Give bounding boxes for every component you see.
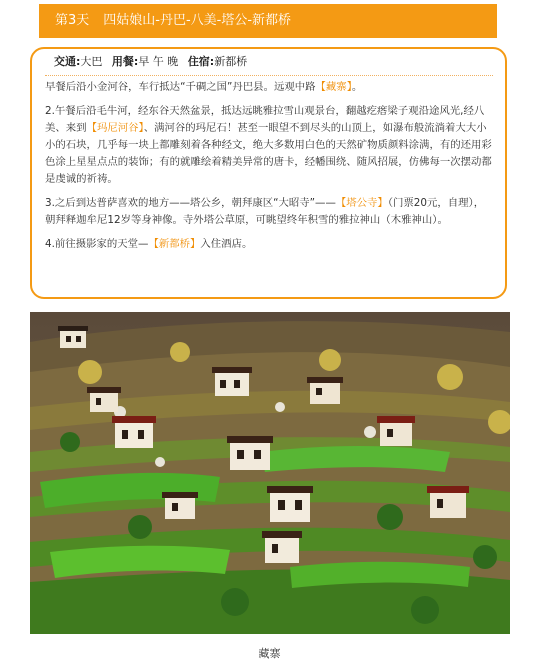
day-header	[39, 4, 497, 38]
paragraph-4	[45, 236, 493, 253]
paragraph-1	[45, 79, 493, 96]
transport-value: 大巴	[80, 55, 103, 68]
itinerary-box	[30, 47, 507, 299]
day-label: 第3天	[55, 13, 90, 28]
paragraph-2	[45, 103, 493, 188]
p2-highlight: 【玛尼河谷】	[86, 122, 144, 134]
lodging-label: 住宿:	[187, 55, 215, 68]
p1-text-b: 。	[351, 81, 363, 93]
p3-highlight: 【塔公寺】	[335, 197, 388, 209]
p1-text-a: 早餐后沿小金河谷，车行抵达“千碉之国”丹巴县。远观中路	[45, 81, 316, 93]
day-route: 四姑娘山-丹巴-八美-塔公-新都桥	[103, 13, 292, 28]
p4-text-b: 入住酒店。	[200, 238, 253, 250]
p1-highlight: 【藏寨】	[315, 81, 352, 93]
meals-value: 早 午 晚	[138, 55, 179, 68]
itinerary-content	[45, 75, 493, 260]
p3-text-a: 3.之后到达普萨喜欢的地方——塔公乡，朝拜康区“大昭寺”——	[45, 197, 336, 209]
p2-text-a: 2.午餐后沿毛牛河，经东谷天然盆景，抵达远眺雅拉雪山观景台，翻越疙瘩梁子观沿途风光,经八美、来到	[45, 105, 485, 134]
paragraph-3	[45, 195, 493, 229]
transport-label: 交通:	[54, 55, 81, 68]
p4-text-a: 4.前往摄影家的天堂—	[45, 238, 149, 250]
tibetan-village-photo	[30, 312, 510, 634]
photo-caption: 藏寨	[258, 647, 281, 660]
trip-info-row	[54, 55, 247, 69]
lodging-value: 新都桥	[214, 55, 248, 68]
village-illustration	[30, 312, 510, 634]
p2-text-b: 、满河谷的玛尼石！甚至一眼望不到尽头的山顶上，如瀑布般流淌着大大小小的石块，几乎每一块上都雕刻着各种经文，绝大多数用白色的天然矿物质颜料涂满，有的还用彩色涂上星星点点的装饰；有的就雕绘着精美异常的唐卡，经幡围绕、随风招展，仿佛每一次摆动都是虔诚的祈祷。	[45, 122, 492, 185]
p4-highlight: 【新都桥】	[148, 238, 201, 250]
p3-text-b: （门票20元，自理），朝拜释迦牟尼12岁等身神像。寺外塔公草原，可眺望终年积雪的雅拉神山（木雅神山）。	[45, 197, 485, 226]
meals-label: 用餐:	[111, 55, 139, 68]
